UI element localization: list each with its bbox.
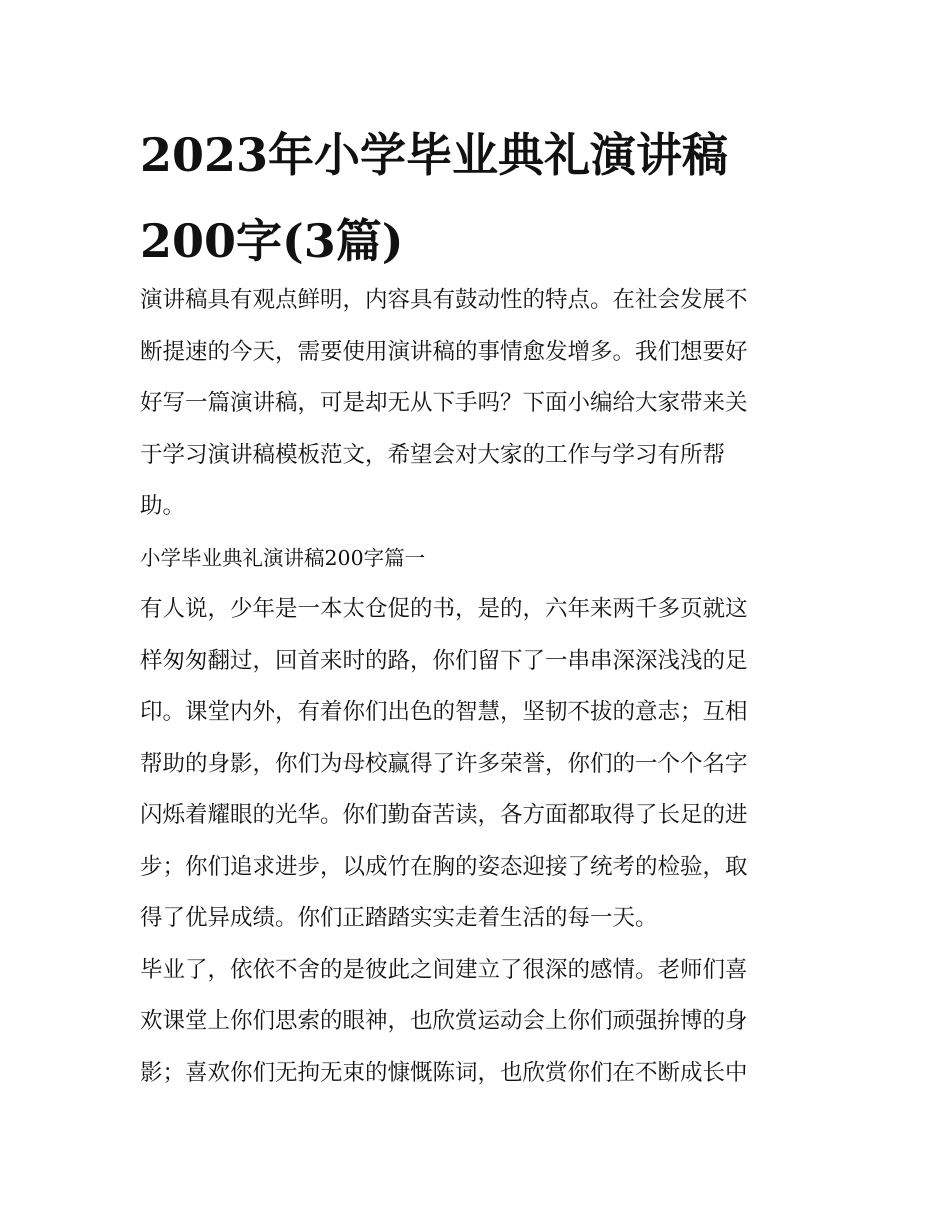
- text-line: 助。: [140, 493, 186, 519]
- document-title: [140, 112, 820, 284]
- text-line: 影；喜欢你们无拘无束的慷慨陈词，也欣赏你们在不断成长中: [140, 1059, 748, 1086]
- title-line: 200字(3篇): [140, 214, 404, 268]
- text-line: 于学习演讲稿模板范文，希望会对大家的工作与学习有所帮: [140, 441, 726, 468]
- body-paragraph: [140, 945, 820, 1100]
- text-line: 样匆匆翻过，回首来时的路，你们留下了一串串深深浅浅的足: [140, 647, 748, 674]
- text-line: 演讲稿具有观点鲜明，内容具有鼓动性的特点。在社会发展不: [140, 287, 748, 313]
- text-line: 好写一篇演讲稿，可是却无从下手吗？下面小编给大家带来关: [140, 390, 748, 416]
- text-line: 有人说，少年是一本太仓促的书，是的，六年来两千多页就这: [140, 596, 748, 622]
- intro-paragraph: [140, 275, 820, 533]
- body-paragraph: [140, 584, 820, 945]
- heading-text: 小学毕业典礼演讲稿200字篇一: [140, 545, 426, 570]
- text-line: 帮助的身影，你们为母校赢得了许多荣誉，你们的一个个名字: [140, 750, 748, 777]
- text-line: 闪烁着耀眼的光华。你们勤奋苦读，各方面都取得了长足的进: [140, 802, 748, 828]
- text-line: 毕业了，依依不舍的是彼此之间建立了很深的感情。老师们喜: [140, 956, 748, 983]
- text-line: 断提速的今天，需要使用演讲稿的事情愈发增多。我们想要好: [140, 338, 748, 365]
- text-line: 印。课堂内外，有着你们出色的智慧，坚韧不拔的意志；互相: [140, 699, 748, 725]
- title-line: 2023年小学毕业典礼演讲稿: [140, 128, 729, 182]
- text-line: 得了优异成绩。你们正踏踏实实走着生活的每一天。: [140, 905, 658, 931]
- section-heading: [140, 533, 820, 585]
- text-line: 欢课堂上你们思索的眼神，也欣赏运动会上你们顽强拚博的身: [140, 1008, 748, 1034]
- text-line: 步；你们追求进步，以成竹在胸的姿态迎接了统考的检验，取: [140, 853, 748, 880]
- document-body: [140, 275, 820, 1099]
